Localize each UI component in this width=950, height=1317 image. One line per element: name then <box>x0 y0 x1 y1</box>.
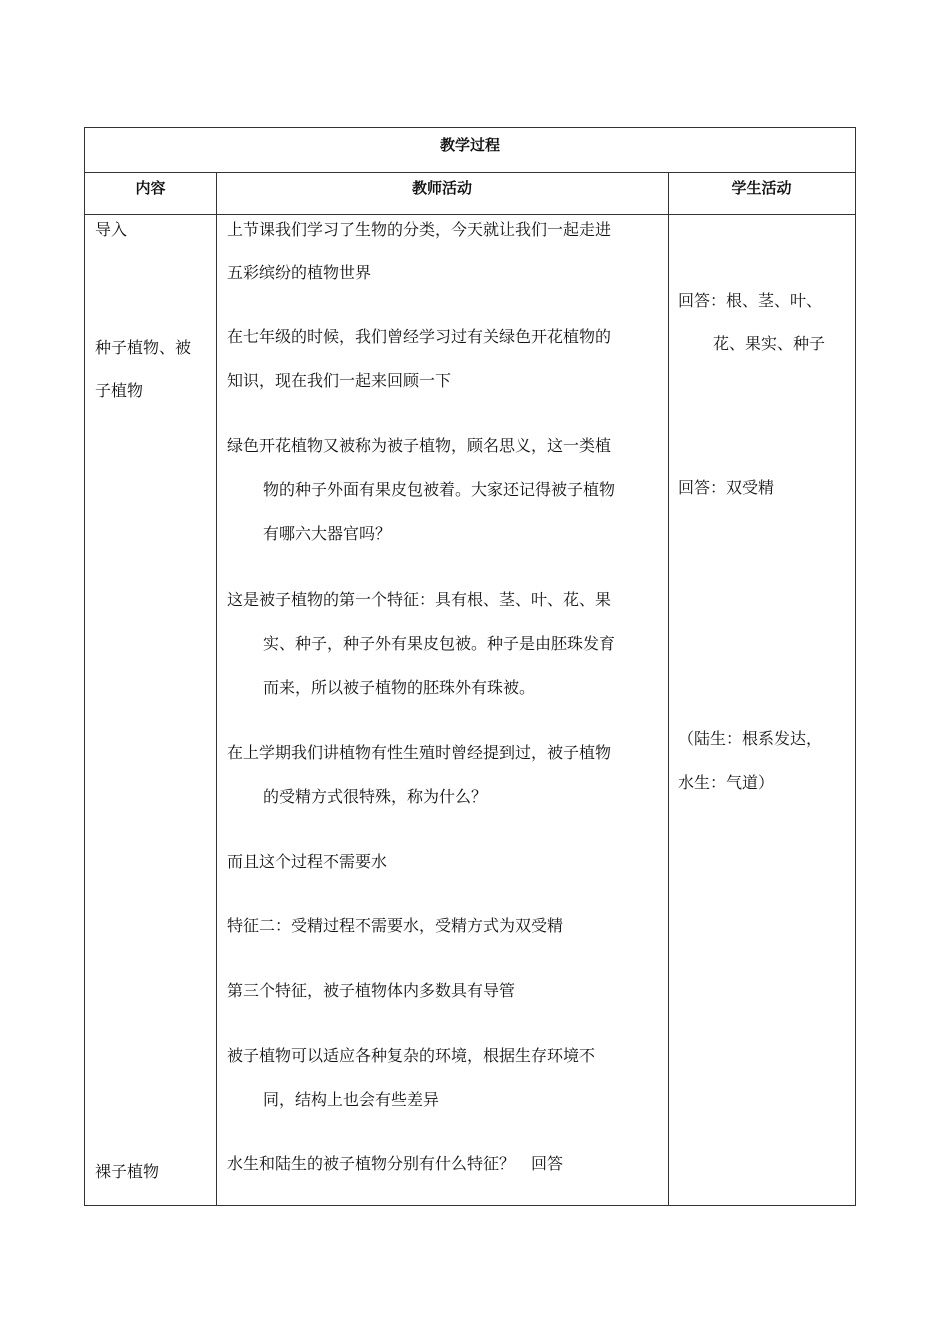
teacher-line: 绿色开花植物又被称为被子植物，顾名思义，这一类植 <box>227 436 612 455</box>
header-content: 内容 <box>135 179 166 197</box>
teacher-line: 在上学期我们讲植物有性生殖时曾经提到过，被子植物 <box>227 743 612 762</box>
teacher-line: 特征二：受精过程不需要水，受精方式为双受精 <box>227 916 564 935</box>
content-seed-plants-line2: 子植物 <box>95 381 144 400</box>
student-line: 花、果实、种子 <box>713 334 826 353</box>
teacher-line: 水生和陆生的被子植物分别有什么特征？ 回答 <box>227 1154 564 1173</box>
teacher-line: 上节课我们学习了生物的分类，今天就让我们一起走进 <box>227 220 612 239</box>
header-teacher-activity: 教师活动 <box>411 179 472 197</box>
teacher-line: 同，结构上也会有些差异 <box>263 1090 440 1109</box>
content-seed-plants-line1: 种子植物、被 <box>95 338 192 357</box>
column-divider <box>668 173 669 1205</box>
header-student-activity: 学生活动 <box>731 179 792 197</box>
lesson-table <box>84 127 856 1206</box>
teacher-line: 第三个特征，被子植物体内多数具有导管 <box>227 981 516 1000</box>
teacher-line: 五彩缤纷的植物世界 <box>227 263 372 282</box>
student-line: （陆生：根系发达， <box>678 729 823 748</box>
student-line: 水生：气道） <box>678 773 775 792</box>
teacher-line: 有哪六大器官吗？ <box>263 524 392 543</box>
teacher-line: 而来，所以被子植物的胚珠外有珠被。 <box>263 678 536 697</box>
teacher-line: 知识，现在我们一起来回顾一下 <box>227 371 452 390</box>
teacher-line: 物的种子外面有果皮包被着。大家还记得被子植物 <box>263 480 616 499</box>
teacher-line: 这是被子植物的第一个特征：具有根、茎、叶、花、果 <box>227 590 612 609</box>
student-line: 回答：双受精 <box>678 478 775 497</box>
teacher-line: 的受精方式很特殊，称为什么？ <box>263 787 488 806</box>
teacher-line: 在七年级的时候，我们曾经学习过有关绿色开花植物的 <box>227 327 612 346</box>
header-row <box>85 173 855 215</box>
column-divider <box>216 173 217 1205</box>
student-line: 回答：根、茎、叶、 <box>678 291 823 310</box>
teacher-line: 被子植物可以适应各种复杂的环境，根据生存环境不 <box>227 1046 596 1065</box>
content-gymnosperms: 裸子植物 <box>95 1162 160 1181</box>
content-intro: 导入 <box>95 220 128 239</box>
teacher-line: 实、种子，种子外有果皮包被。种子是由胚珠发育 <box>263 634 616 653</box>
teacher-line: 而且这个过程不需要水 <box>227 852 388 871</box>
table-title: 教学过程 <box>85 128 855 173</box>
